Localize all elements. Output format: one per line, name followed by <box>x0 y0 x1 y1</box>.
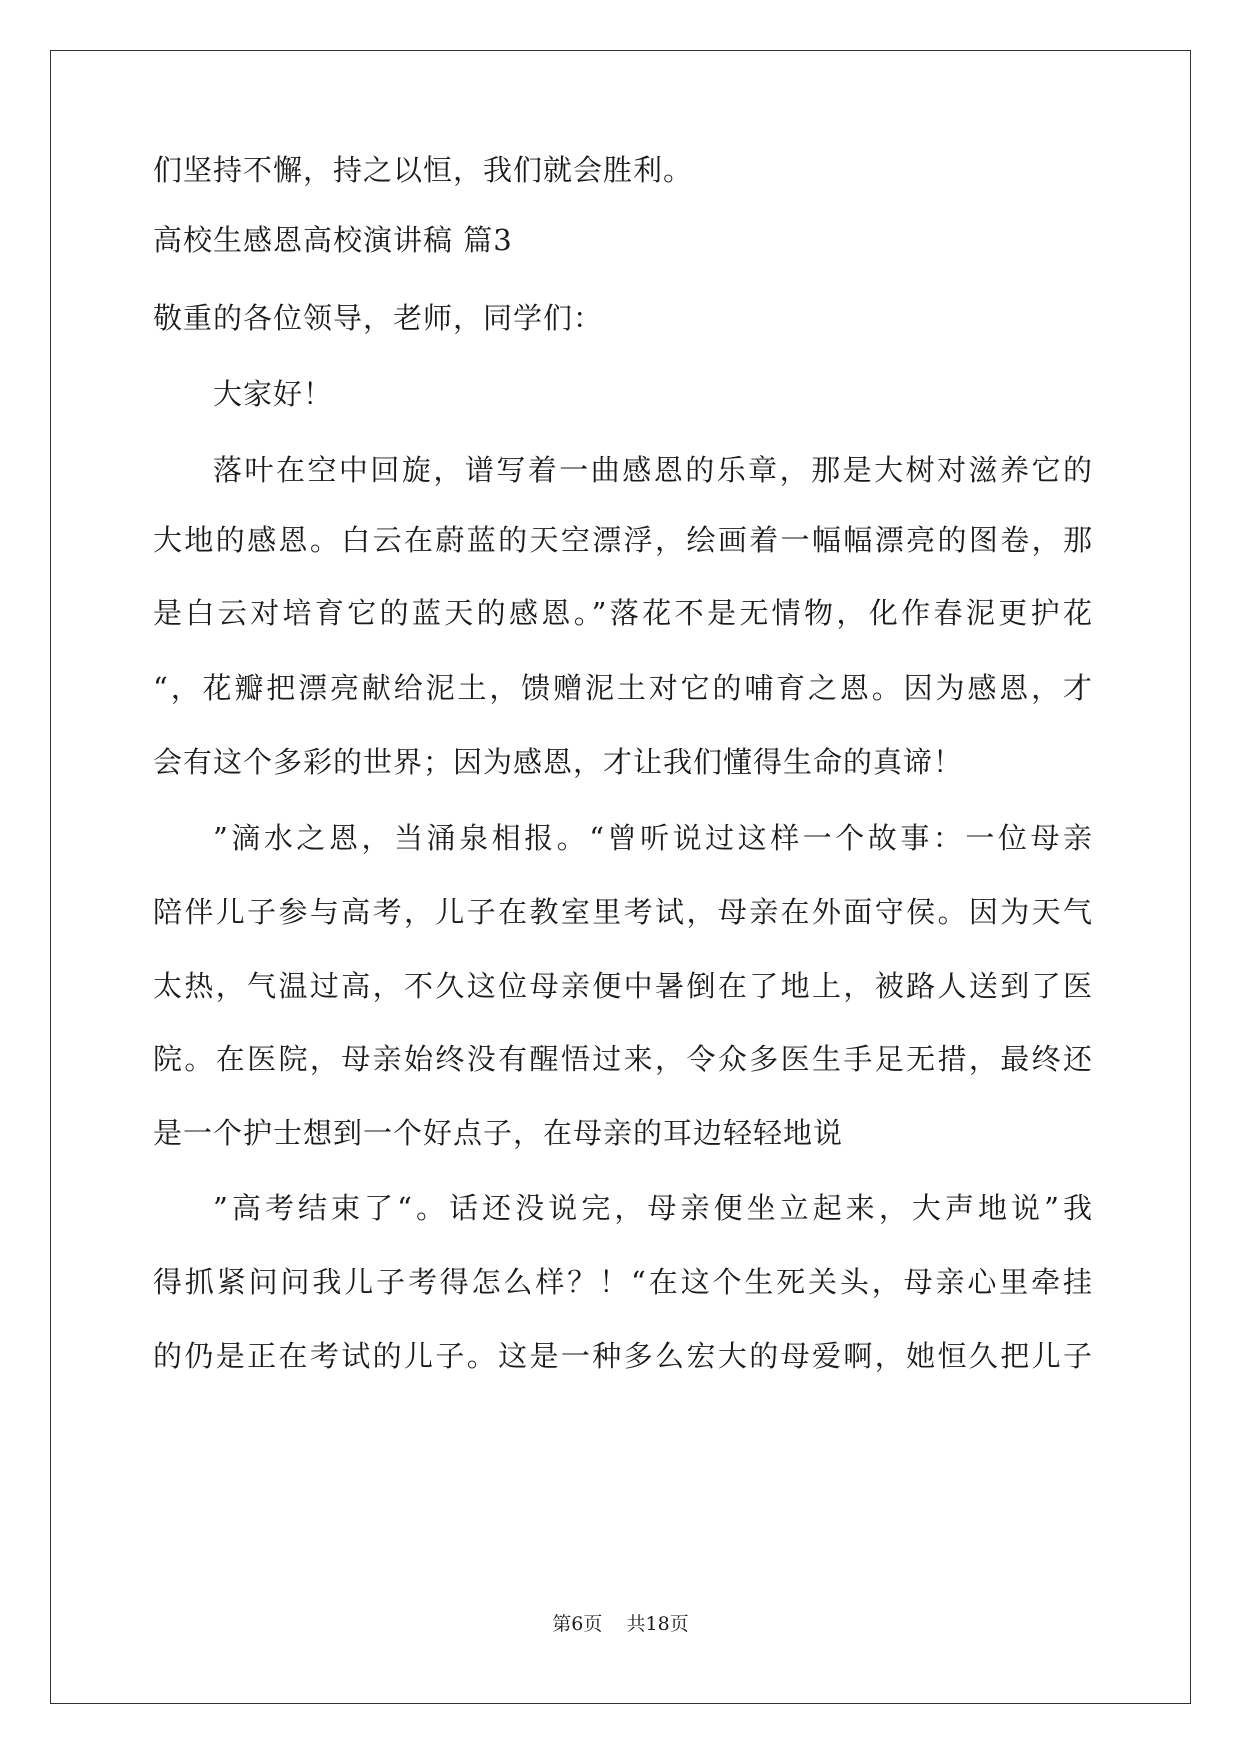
text-line: 得抓紧问问我儿子考得怎么样？！“在这个生死关头，母亲心里牵挂 <box>153 1265 1093 1299</box>
salutation: 敬重的各位领导，老师，同学们： <box>153 301 604 335</box>
text-line: 大地的感恩。白云在蔚蓝的天空漂浮，绘画着一幅幅漂亮的图卷，那 <box>153 523 1093 557</box>
section-heading: 高校生感恩高校演讲稿 篇3 <box>153 223 513 257</box>
text-line: 是一个护士想到一个好点子，在母亲的耳边轻轻地说 <box>153 1116 844 1150</box>
page-number: 第6页 <box>552 1613 603 1635</box>
text-line: 是白云对培育它的蓝天的感恩。”落花不是无情物，化作春泥更护花 <box>153 596 1093 630</box>
text-line: 们坚持不懈，持之以恒，我们就会胜利。 <box>153 153 694 187</box>
text-line: 的仍是正在考试的儿子。这是一种多么宏大的母爱啊，她恒久把儿子 <box>153 1339 1093 1373</box>
page-footer <box>0 1612 1241 1636</box>
text-line: 会有这个多彩的世界；因为感恩，才让我们懂得生命的真谛！ <box>153 745 964 779</box>
text-line: ”滴水之恩，当涌泉相报。“曾听说过这样一个故事：一位母亲 <box>213 821 1093 855</box>
text-line: 太热，气温过高，不久这位母亲便中暑倒在了地上，被路人送到了医 <box>153 969 1093 1003</box>
text-line: 陪伴儿子参与高考，儿子在教室里考试，母亲在外面守侯。因为天气 <box>153 895 1093 929</box>
greeting: 大家好！ <box>213 377 334 411</box>
text-line: 落叶在空中回旋，谱写着一曲感恩的乐章，那是大树对滋养它的 <box>213 453 1093 487</box>
text-line: 院。在医院，母亲始终没有醒悟过来，令众多医生手足无措，最终还 <box>153 1042 1093 1076</box>
text-line: ”高考结束了“。话还没说完，母亲便坐立起来，大声地说”我 <box>213 1191 1093 1225</box>
text-line: “，花瓣把漂亮献给泥土，馈赠泥土对它的哺育之恩。因为感恩，才 <box>153 671 1093 705</box>
page-total: 共18页 <box>626 1613 689 1635</box>
